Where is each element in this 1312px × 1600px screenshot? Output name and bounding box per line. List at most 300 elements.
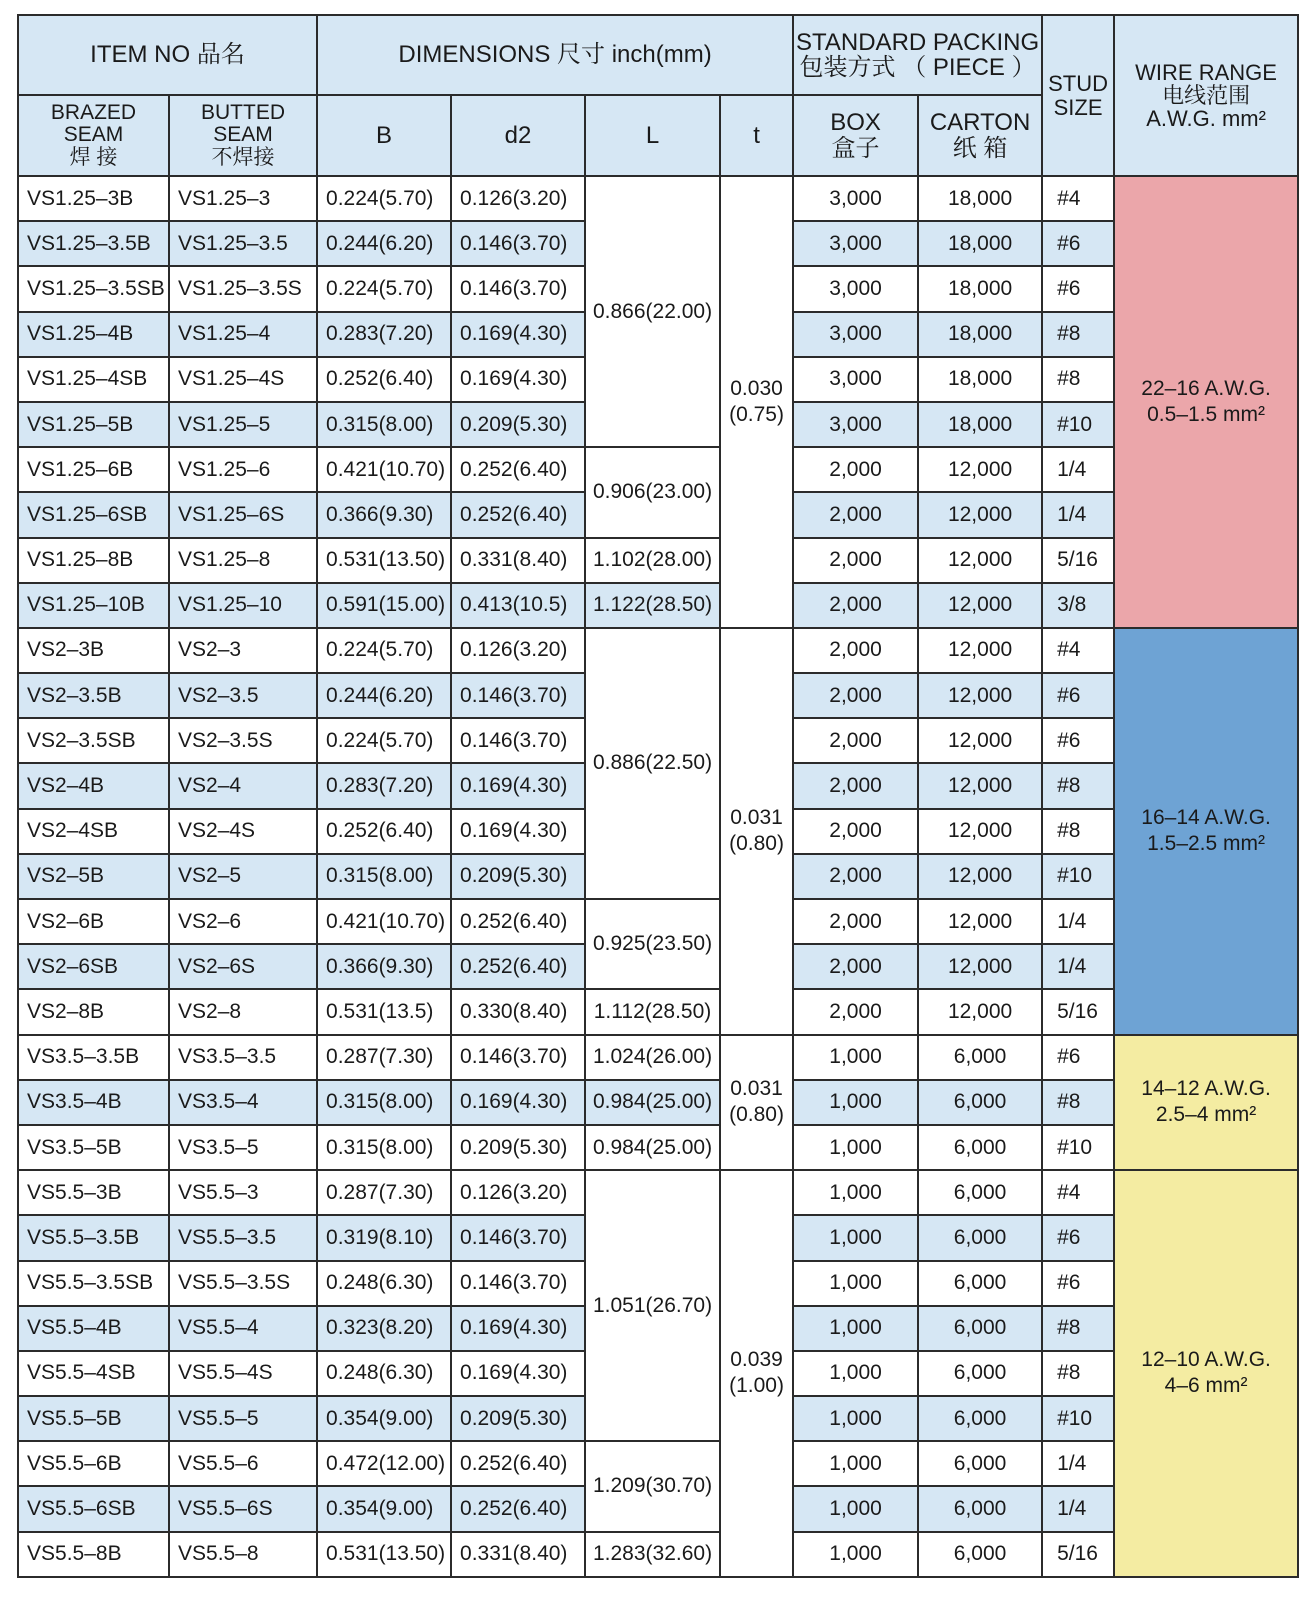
- cell-dim-b: 0.224(5.70): [317, 176, 451, 221]
- wire-range-line: 12–10 A.W.G.: [1141, 1348, 1271, 1372]
- cell-brazed-seam: VS3.5–4B: [18, 1080, 169, 1125]
- cell-stud-size: #10: [1042, 402, 1114, 447]
- cell-carton-qty: 12,000: [918, 763, 1042, 808]
- cell-dim-b: 0.354(9.00): [317, 1396, 451, 1441]
- cell-butted-seam: VS5.5–5: [169, 1396, 317, 1441]
- cell-butted-seam: VS2–5: [169, 854, 317, 899]
- cell-dim-d2: 0.169(4.30): [451, 763, 585, 808]
- cell-dim-d2: 0.146(3.70): [451, 266, 585, 311]
- cell-butted-seam: VS1.25–10: [169, 583, 317, 628]
- cell-box-qty: 3,000: [793, 266, 918, 311]
- cell-dim-t: [720, 1035, 793, 1171]
- cell-stud-size: 1/4: [1042, 944, 1114, 989]
- cell-stud-size: #4: [1042, 176, 1114, 221]
- cell-dim-l: 1.112(28.50): [585, 989, 720, 1034]
- cell-dim-b: 0.224(5.70): [317, 718, 451, 763]
- table-body: [18, 176, 1298, 1577]
- cell-dim-d2: 0.413(10.5): [451, 583, 585, 628]
- cell-brazed-seam: VS1.25–3B: [18, 176, 169, 221]
- cell-box-qty: 2,000: [793, 673, 918, 718]
- cell-dim-t: [720, 628, 793, 1035]
- cell-butted-seam: VS1.25–4: [169, 312, 317, 357]
- cell-stud-size: #4: [1042, 1170, 1114, 1215]
- cell-box-qty: 3,000: [793, 357, 918, 402]
- cell-brazed-seam: VS5.5–4SB: [18, 1351, 169, 1396]
- cell-stud-size: #8: [1042, 809, 1114, 854]
- dim-t-line: (0.75): [729, 402, 784, 426]
- table-row: [18, 899, 1298, 944]
- cell-brazed-seam: VS2–3.5B: [18, 673, 169, 718]
- header-brazed-line1: BRAZED: [50, 101, 137, 125]
- cell-stud-size: #4: [1042, 628, 1114, 673]
- cell-butted-seam: VS5.5–6S: [169, 1486, 317, 1531]
- cell-dim-l: 0.984(25.00): [585, 1125, 720, 1170]
- cell-stud-size: #10: [1042, 854, 1114, 899]
- header-box: [793, 95, 918, 176]
- cell-box-qty: 2,000: [793, 854, 918, 899]
- cell-brazed-seam: VS1.25–4B: [18, 312, 169, 357]
- cell-dim-d2: 0.126(3.20): [451, 1170, 585, 1215]
- cell-carton-qty: 6,000: [918, 1351, 1042, 1396]
- cell-carton-qty: 6,000: [918, 1125, 1042, 1170]
- cell-carton-qty: 6,000: [918, 1532, 1042, 1577]
- cell-brazed-seam: VS5.5–4B: [18, 1306, 169, 1351]
- cell-carton-qty: 18,000: [918, 357, 1042, 402]
- cell-carton-qty: 6,000: [918, 1441, 1042, 1486]
- cell-stud-size: #6: [1042, 718, 1114, 763]
- cell-dim-d2: 0.209(5.30): [451, 1125, 585, 1170]
- cell-carton-qty: 12,000: [918, 989, 1042, 1034]
- cell-brazed-seam: VS5.5–3B: [18, 1170, 169, 1215]
- cell-carton-qty: 12,000: [918, 899, 1042, 944]
- cell-butted-seam: VS2–6S: [169, 944, 317, 989]
- header-box-line2: 盒子: [831, 134, 880, 162]
- cell-dim-b: 0.323(8.20): [317, 1306, 451, 1351]
- cell-box-qty: 3,000: [793, 312, 918, 357]
- cell-carton-qty: 18,000: [918, 221, 1042, 266]
- table-row: [18, 1441, 1298, 1486]
- cell-brazed-seam: VS1.25–3.5SB: [18, 266, 169, 311]
- cell-dim-d2: 0.209(5.30): [451, 1396, 585, 1441]
- cell-stud-size: #8: [1042, 1306, 1114, 1351]
- cell-stud-size: 1/4: [1042, 1486, 1114, 1531]
- cell-dim-b: 0.252(6.40): [317, 357, 451, 402]
- cell-brazed-seam: VS1.25–3.5B: [18, 221, 169, 266]
- cell-dim-d2: 0.331(8.40): [451, 538, 585, 583]
- cell-stud-size: #6: [1042, 1261, 1114, 1306]
- cell-carton-qty: 6,000: [918, 1396, 1042, 1441]
- cell-dim-b: 0.244(6.20): [317, 673, 451, 718]
- cell-dim-b: 0.315(8.00): [317, 1125, 451, 1170]
- table-row: [18, 1170, 1298, 1215]
- cell-dim-t: [720, 1170, 793, 1577]
- cell-carton-qty: 12,000: [918, 538, 1042, 583]
- cell-dim-b: 0.319(8.10): [317, 1215, 451, 1260]
- cell-brazed-seam: VS2–6B: [18, 899, 169, 944]
- cell-dim-d2: 0.169(4.30): [451, 1080, 585, 1125]
- cell-dim-d2: 0.146(3.70): [451, 1035, 585, 1080]
- cell-butted-seam: VS3.5–5: [169, 1125, 317, 1170]
- cell-brazed-seam: VS2–4B: [18, 763, 169, 808]
- cell-brazed-seam: VS5.5–8B: [18, 1532, 169, 1577]
- cell-box-qty: 1,000: [793, 1080, 918, 1125]
- cell-dim-b: 0.244(6.20): [317, 221, 451, 266]
- header-col-b: B: [317, 95, 451, 176]
- cell-stud-size: 1/4: [1042, 1441, 1114, 1486]
- cell-dim-b: 0.248(6.30): [317, 1351, 451, 1396]
- cell-stud-size: #8: [1042, 357, 1114, 402]
- cell-dim-b: 0.531(13.5): [317, 989, 451, 1034]
- cell-brazed-seam: VS5.5–3.5SB: [18, 1261, 169, 1306]
- cell-box-qty: 2,000: [793, 718, 918, 763]
- cell-butted-seam: VS2–6: [169, 899, 317, 944]
- cell-box-qty: 2,000: [793, 492, 918, 537]
- cell-dim-d2: 0.146(3.70): [451, 673, 585, 718]
- cell-butted-seam: VS1.25–4S: [169, 357, 317, 402]
- cell-dim-b: 0.248(6.30): [317, 1261, 451, 1306]
- cell-carton-qty: 6,000: [918, 1486, 1042, 1531]
- cell-dim-l: 0.906(23.00): [585, 447, 720, 537]
- cell-dim-b: 0.591(15.00): [317, 583, 451, 628]
- cell-box-qty: 1,000: [793, 1351, 918, 1396]
- cell-dim-d2: 0.146(3.70): [451, 1261, 585, 1306]
- header-wire-line3: A.W.G. mm²: [1146, 106, 1266, 132]
- header-col-l: L: [585, 95, 720, 176]
- cell-butted-seam: VS2–3.5S: [169, 718, 317, 763]
- cell-dim-b: 0.283(7.20): [317, 312, 451, 357]
- cell-brazed-seam: VS1.25–6B: [18, 447, 169, 492]
- cell-stud-size: #10: [1042, 1125, 1114, 1170]
- header-packing-line1: STANDARD PACKING: [796, 28, 1040, 56]
- cell-butted-seam: VS3.5–3.5: [169, 1035, 317, 1080]
- cell-box-qty: 3,000: [793, 402, 918, 447]
- cell-box-qty: 2,000: [793, 989, 918, 1034]
- dim-t-line: 0.031: [730, 1077, 783, 1101]
- cell-butted-seam: VS5.5–3.5S: [169, 1261, 317, 1306]
- header-stud-line1: STUD: [1048, 71, 1109, 97]
- cell-stud-size: 5/16: [1042, 538, 1114, 583]
- cell-dim-b: 0.287(7.30): [317, 1170, 451, 1215]
- cell-dim-b: 0.472(12.00): [317, 1441, 451, 1486]
- cell-dim-b: 0.531(13.50): [317, 538, 451, 583]
- cell-carton-qty: 6,000: [918, 1035, 1042, 1080]
- wire-range-line: 22–16 A.W.G.: [1141, 376, 1271, 400]
- cell-carton-qty: 6,000: [918, 1215, 1042, 1260]
- header-col-t: t: [720, 95, 793, 176]
- cell-dim-d2: 0.146(3.70): [451, 221, 585, 266]
- cell-butted-seam: VS1.25–3.5S: [169, 266, 317, 311]
- dim-t-line: 0.031: [730, 805, 783, 829]
- cell-box-qty: 2,000: [793, 583, 918, 628]
- cell-carton-qty: 12,000: [918, 944, 1042, 989]
- cell-carton-qty: 6,000: [918, 1170, 1042, 1215]
- cell-wire-range: [1114, 628, 1298, 1035]
- cell-brazed-seam: VS3.5–5B: [18, 1125, 169, 1170]
- cell-dim-d2: 0.209(5.30): [451, 854, 585, 899]
- table-row: [18, 628, 1298, 673]
- cell-dim-l: 0.886(22.50): [585, 628, 720, 899]
- dim-t-line: 0.030: [730, 376, 783, 400]
- cell-carton-qty: 12,000: [918, 673, 1042, 718]
- cell-dim-b: 0.421(10.70): [317, 447, 451, 492]
- cell-box-qty: 2,000: [793, 538, 918, 583]
- header-butted-line1: BUTTED: [201, 101, 285, 125]
- dim-t-line: (0.80): [729, 1103, 784, 1127]
- table-row: [18, 1080, 1298, 1125]
- cell-butted-seam: VS1.25–3: [169, 176, 317, 221]
- cell-carton-qty: 12,000: [918, 492, 1042, 537]
- cell-brazed-seam: VS1.25–10B: [18, 583, 169, 628]
- cell-brazed-seam: VS1.25–5B: [18, 402, 169, 447]
- cell-dim-l: 1.209(30.70): [585, 1441, 720, 1531]
- cell-box-qty: 1,000: [793, 1035, 918, 1080]
- cell-butted-seam: VS2–3.5: [169, 673, 317, 718]
- cell-carton-qty: 18,000: [918, 266, 1042, 311]
- cell-dim-b: 0.421(10.70): [317, 899, 451, 944]
- cell-dim-b: 0.366(9.30): [317, 492, 451, 537]
- dim-t-line: (0.80): [729, 832, 784, 856]
- table-row: [18, 447, 1298, 492]
- header-brazed-line3: 焊 接: [69, 145, 118, 169]
- cell-box-qty: 2,000: [793, 763, 918, 808]
- cell-box-qty: 2,000: [793, 628, 918, 673]
- cell-dim-t: [720, 176, 793, 628]
- cell-stud-size: #6: [1042, 221, 1114, 266]
- cell-stud-size: #6: [1042, 673, 1114, 718]
- cell-stud-size: 5/16: [1042, 989, 1114, 1034]
- cell-dim-d2: 0.252(6.40): [451, 944, 585, 989]
- cell-box-qty: 3,000: [793, 176, 918, 221]
- cell-dim-d2: 0.252(6.40): [451, 1441, 585, 1486]
- cell-brazed-seam: VS3.5–3.5B: [18, 1035, 169, 1080]
- header-carton-line1: CARTON: [929, 109, 1031, 137]
- cell-carton-qty: 12,000: [918, 583, 1042, 628]
- cell-dim-b: 0.224(5.70): [317, 266, 451, 311]
- cell-box-qty: 1,000: [793, 1486, 918, 1531]
- wire-range-line: 4–6 mm²: [1164, 1374, 1248, 1398]
- header-stud-line2: SIZE: [1053, 94, 1103, 120]
- cell-butted-seam: VS2–4: [169, 763, 317, 808]
- cell-butted-seam: VS1.25–3.5: [169, 221, 317, 266]
- cell-dim-b: 0.531(13.50): [317, 1532, 451, 1577]
- header-box-line1: BOX: [830, 109, 881, 137]
- wire-range-line: 16–14 A.W.G.: [1141, 805, 1271, 829]
- cell-butted-seam: VS5.5–3.5: [169, 1215, 317, 1260]
- cell-box-qty: 1,000: [793, 1215, 918, 1260]
- header-dimensions: DIMENSIONS 尺寸 inch(mm): [317, 15, 793, 95]
- cell-dim-l: 0.866(22.00): [585, 176, 720, 447]
- header-brazed-seam: [18, 95, 169, 176]
- cell-dim-b: 0.252(6.40): [317, 809, 451, 854]
- cell-dim-d2: 0.126(3.20): [451, 176, 585, 221]
- cell-carton-qty: 6,000: [918, 1306, 1042, 1351]
- cell-box-qty: 1,000: [793, 1125, 918, 1170]
- cell-box-qty: 1,000: [793, 1261, 918, 1306]
- cell-brazed-seam: VS5.5–6SB: [18, 1486, 169, 1531]
- cell-butted-seam: VS5.5–3: [169, 1170, 317, 1215]
- cell-dim-b: 0.287(7.30): [317, 1035, 451, 1080]
- cell-butted-seam: VS1.25–6: [169, 447, 317, 492]
- cell-dim-d2: 0.252(6.40): [451, 899, 585, 944]
- header-item-no: ITEM NO 品名: [18, 15, 317, 95]
- cell-dim-d2: 0.330(8.40): [451, 989, 585, 1034]
- cell-butted-seam: VS1.25–8: [169, 538, 317, 583]
- wire-range-line: 0.5–1.5 mm²: [1147, 402, 1266, 426]
- cell-carton-qty: 6,000: [918, 1080, 1042, 1125]
- header-col-d2: d2: [451, 95, 585, 176]
- table-row: [18, 176, 1298, 221]
- cell-stud-size: #8: [1042, 1351, 1114, 1396]
- cell-brazed-seam: VS1.25–6SB: [18, 492, 169, 537]
- cell-wire-range: [1114, 176, 1298, 628]
- header-carton-line2: 纸 箱: [952, 134, 1008, 162]
- cell-brazed-seam: VS1.25–4SB: [18, 357, 169, 402]
- cell-brazed-seam: VS5.5–3.5B: [18, 1215, 169, 1260]
- cell-dim-b: 0.354(9.00): [317, 1486, 451, 1531]
- table-header: [18, 15, 1298, 176]
- table-row: [18, 583, 1298, 628]
- cell-box-qty: 2,000: [793, 809, 918, 854]
- cell-stud-size: #6: [1042, 266, 1114, 311]
- table-row: [18, 1532, 1298, 1577]
- cell-carton-qty: 18,000: [918, 176, 1042, 221]
- cell-box-qty: 1,000: [793, 1396, 918, 1441]
- dim-t-line: (1.00): [729, 1374, 784, 1398]
- cell-dim-l: 1.024(26.00): [585, 1035, 720, 1080]
- cell-butted-seam: VS1.25–5: [169, 402, 317, 447]
- cell-dim-d2: 0.169(4.30): [451, 357, 585, 402]
- cell-brazed-seam: VS2–6SB: [18, 944, 169, 989]
- cell-dim-l: 1.051(26.70): [585, 1170, 720, 1441]
- table-row: [18, 538, 1298, 583]
- table-row: [18, 989, 1298, 1034]
- cell-butted-seam: VS3.5–4: [169, 1080, 317, 1125]
- table-row: [18, 1035, 1298, 1080]
- cell-carton-qty: 6,000: [918, 1261, 1042, 1306]
- header-brazed-line2: SEAM: [63, 123, 124, 147]
- cell-dim-d2: 0.169(4.30): [451, 1306, 585, 1351]
- cell-butted-seam: VS1.25–6S: [169, 492, 317, 537]
- cell-stud-size: #6: [1042, 1215, 1114, 1260]
- cell-dim-d2: 0.126(3.20): [451, 628, 585, 673]
- cell-dim-d2: 0.146(3.70): [451, 1215, 585, 1260]
- cell-dim-d2: 0.252(6.40): [451, 447, 585, 492]
- cell-carton-qty: 12,000: [918, 809, 1042, 854]
- cell-butted-seam: VS5.5–4S: [169, 1351, 317, 1396]
- cell-stud-size: 1/4: [1042, 447, 1114, 492]
- dim-t-line: 0.039: [730, 1348, 783, 1372]
- header-butted-seam: [169, 95, 317, 176]
- cell-stud-size: 1/4: [1042, 492, 1114, 537]
- spec-table: [17, 14, 1299, 1578]
- cell-dim-l: 1.122(28.50): [585, 583, 720, 628]
- cell-stud-size: 5/16: [1042, 1532, 1114, 1577]
- cell-stud-size: 3/8: [1042, 583, 1114, 628]
- wire-range-line: 2.5–4 mm²: [1155, 1103, 1257, 1127]
- cell-dim-b: 0.315(8.00): [317, 854, 451, 899]
- cell-carton-qty: 12,000: [918, 628, 1042, 673]
- cell-butted-seam: VS2–4S: [169, 809, 317, 854]
- cell-box-qty: 1,000: [793, 1441, 918, 1486]
- cell-carton-qty: 12,000: [918, 718, 1042, 763]
- cell-box-qty: 2,000: [793, 447, 918, 492]
- cell-brazed-seam: VS1.25–8B: [18, 538, 169, 583]
- cell-box-qty: 1,000: [793, 1170, 918, 1215]
- cell-dim-d2: 0.209(5.30): [451, 402, 585, 447]
- cell-carton-qty: 12,000: [918, 854, 1042, 899]
- cell-brazed-seam: VS2–5B: [18, 854, 169, 899]
- cell-dim-d2: 0.146(3.70): [451, 718, 585, 763]
- cell-dim-l: 1.283(32.60): [585, 1532, 720, 1577]
- cell-dim-b: 0.224(5.70): [317, 628, 451, 673]
- header-carton: [918, 95, 1042, 176]
- cell-dim-b: 0.283(7.20): [317, 763, 451, 808]
- header-wire-line2: 电线范围: [1162, 82, 1251, 108]
- cell-dim-d2: 0.169(4.30): [451, 312, 585, 357]
- wire-range-line: 14–12 A.W.G.: [1141, 1077, 1271, 1101]
- cell-dim-l: 1.102(28.00): [585, 538, 720, 583]
- cell-dim-d2: 0.169(4.30): [451, 809, 585, 854]
- cell-box-qty: 2,000: [793, 899, 918, 944]
- header-wire-line1: WIRE RANGE: [1135, 59, 1277, 85]
- cell-wire-range: [1114, 1170, 1298, 1577]
- cell-stud-size: #8: [1042, 763, 1114, 808]
- cell-dim-l: 0.925(23.50): [585, 899, 720, 989]
- cell-butted-seam: VS2–8: [169, 989, 317, 1034]
- cell-box-qty: 1,000: [793, 1306, 918, 1351]
- cell-stud-size: #8: [1042, 1080, 1114, 1125]
- header-stud-size: [1042, 15, 1114, 176]
- cell-brazed-seam: VS2–8B: [18, 989, 169, 1034]
- cell-stud-size: #10: [1042, 1396, 1114, 1441]
- cell-stud-size: #8: [1042, 312, 1114, 357]
- header-standard-packing: [793, 15, 1042, 95]
- cell-butted-seam: VS5.5–8: [169, 1532, 317, 1577]
- table-row: [18, 1125, 1298, 1170]
- cell-brazed-seam: VS5.5–6B: [18, 1441, 169, 1486]
- cell-butted-seam: VS2–3: [169, 628, 317, 673]
- cell-dim-b: 0.366(9.30): [317, 944, 451, 989]
- header-wire-range: [1114, 15, 1298, 176]
- cell-butted-seam: VS5.5–6: [169, 1441, 317, 1486]
- cell-dim-l: 0.984(25.00): [585, 1080, 720, 1125]
- cell-box-qty: 3,000: [793, 221, 918, 266]
- cell-stud-size: #6: [1042, 1035, 1114, 1080]
- cell-stud-size: 1/4: [1042, 899, 1114, 944]
- cell-dim-d2: 0.252(6.40): [451, 492, 585, 537]
- cell-carton-qty: 18,000: [918, 312, 1042, 357]
- wire-range-line: 1.5–2.5 mm²: [1147, 832, 1266, 856]
- header-butted-line2: SEAM: [213, 123, 273, 147]
- cell-wire-range: [1114, 1035, 1298, 1171]
- header-packing-line2: 包装方式 （ PIECE ）: [799, 54, 1036, 81]
- cell-carton-qty: 18,000: [918, 402, 1042, 447]
- cell-brazed-seam: VS5.5–5B: [18, 1396, 169, 1441]
- cell-brazed-seam: VS2–4SB: [18, 809, 169, 854]
- cell-brazed-seam: VS2–3B: [18, 628, 169, 673]
- cell-brazed-seam: VS2–3.5SB: [18, 718, 169, 763]
- cell-dim-b: 0.315(8.00): [317, 402, 451, 447]
- cell-box-qty: 1,000: [793, 1532, 918, 1577]
- cell-dim-d2: 0.252(6.40): [451, 1486, 585, 1531]
- header-butted-line3: 不焊接: [211, 145, 275, 169]
- cell-carton-qty: 12,000: [918, 447, 1042, 492]
- cell-dim-b: 0.315(8.00): [317, 1080, 451, 1125]
- cell-butted-seam: VS5.5–4: [169, 1306, 317, 1351]
- cell-dim-d2: 0.331(8.40): [451, 1532, 585, 1577]
- cell-dim-d2: 0.169(4.30): [451, 1351, 585, 1396]
- cell-box-qty: 2,000: [793, 944, 918, 989]
